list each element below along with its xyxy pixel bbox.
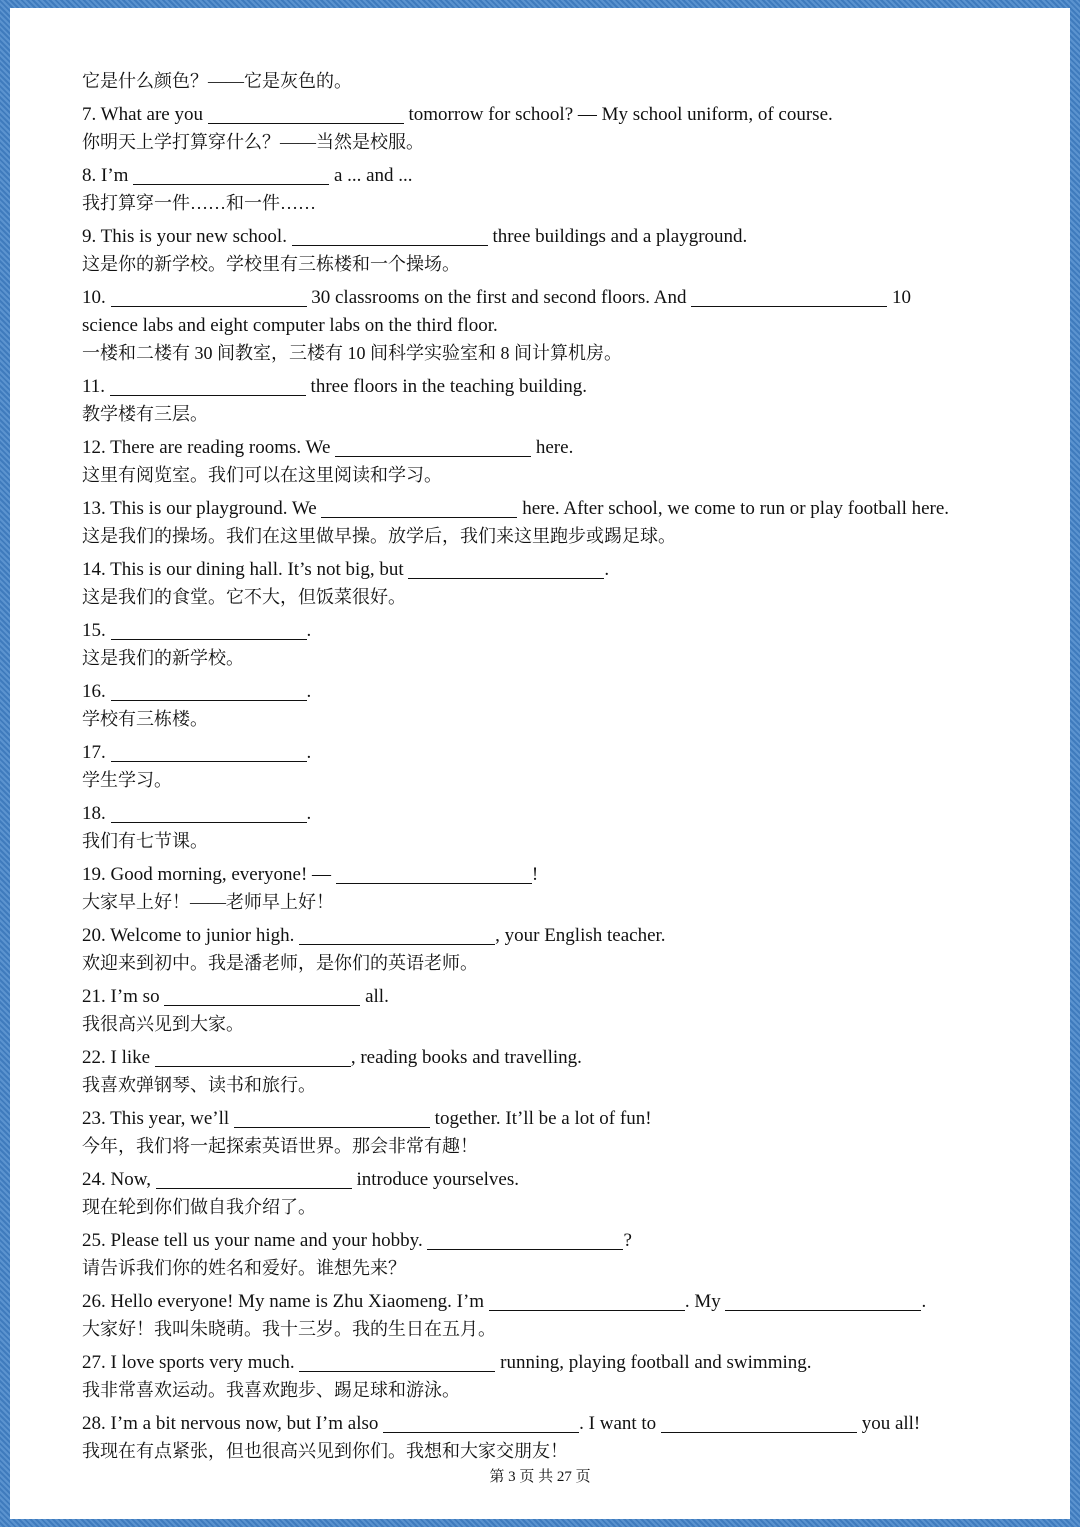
exercise-item bbox=[82, 1288, 1012, 1342]
answer-blank[interactable] bbox=[725, 1290, 921, 1311]
answer-blank[interactable] bbox=[110, 375, 306, 396]
answer-blank[interactable] bbox=[321, 497, 517, 518]
sentence-text: . bbox=[306, 742, 312, 763]
exercise-item bbox=[82, 1044, 1012, 1098]
sentence-text: you all! bbox=[856, 1413, 921, 1434]
sentence-text: ! bbox=[531, 864, 539, 885]
sentence-text: . bbox=[306, 620, 312, 641]
exercise-sentence bbox=[82, 1044, 1012, 1072]
exercise-list bbox=[82, 68, 1012, 1471]
sentence-text: , reading books and travelling. bbox=[350, 1047, 582, 1068]
exercise-sentence bbox=[82, 800, 1012, 828]
sentence-text: 23. This year, we’ll bbox=[82, 1108, 234, 1129]
exercise-item bbox=[82, 617, 1012, 671]
sentence-text: 15. bbox=[82, 620, 111, 641]
exercise-sentence bbox=[82, 495, 1012, 523]
answer-blank[interactable] bbox=[111, 680, 307, 701]
translation-line: 现在轮到你们做自我介绍了。 bbox=[82, 1197, 316, 1217]
translation-line: 这是我们的食堂。它不大，但饭菜很好。 bbox=[82, 587, 406, 607]
sentence-text: together. It’ll be a lot of fun! bbox=[429, 1108, 652, 1129]
exercise-item bbox=[82, 1105, 1012, 1159]
exercise-sentence bbox=[82, 162, 1012, 190]
exercise-item bbox=[82, 162, 1012, 216]
answer-blank[interactable] bbox=[133, 164, 329, 185]
translation-line: 你明天上学打算穿什么？——当然是校服。 bbox=[82, 132, 424, 152]
exercise-sentence bbox=[82, 556, 1012, 584]
translation-line: 一楼和二楼有 30 间教室，三楼有 10 间科学实验室和 8 间计算机房。 bbox=[82, 343, 622, 363]
translation-line: 这是你的新学校。学校里有三栋楼和一个操场。 bbox=[82, 254, 460, 274]
answer-blank[interactable] bbox=[164, 985, 360, 1006]
exercise-item bbox=[82, 678, 1012, 732]
sentence-text: all. bbox=[360, 986, 389, 1007]
sentence-text: 16. bbox=[82, 681, 111, 702]
sentence-text: running, playing football and swimming. bbox=[495, 1352, 812, 1373]
sentence-text: 8. I’m bbox=[82, 165, 134, 186]
sentence-text: . My bbox=[684, 1291, 726, 1312]
exercise-item bbox=[82, 1410, 1012, 1464]
answer-blank[interactable] bbox=[427, 1229, 623, 1250]
sentence-text: here. bbox=[531, 437, 574, 458]
answer-blank[interactable] bbox=[111, 802, 307, 823]
sentence-text: a ... and ... bbox=[329, 165, 413, 186]
answer-blank[interactable] bbox=[489, 1290, 685, 1311]
exercise-sentence bbox=[82, 617, 1012, 645]
exercise-sentence bbox=[82, 861, 1012, 889]
translation-line: 请告诉我们你的姓名和爱好。谁想先来？ bbox=[82, 1258, 406, 1278]
answer-blank[interactable] bbox=[156, 1168, 352, 1189]
exercise-sentence bbox=[82, 1410, 1012, 1438]
exercise-item bbox=[82, 373, 1012, 427]
sentence-text: 24. Now, bbox=[82, 1169, 156, 1190]
answer-blank[interactable] bbox=[299, 924, 495, 945]
answer-blank[interactable] bbox=[292, 225, 488, 246]
translation-line: 欢迎来到初中。我是潘老师，是你们的英语老师。 bbox=[82, 953, 478, 973]
sentence-text: 10. bbox=[82, 287, 111, 308]
sentence-text: . I want to bbox=[579, 1413, 661, 1434]
answer-blank[interactable] bbox=[383, 1412, 579, 1433]
sentence-text: tomorrow for school? — My school uniform, of course. bbox=[403, 104, 833, 125]
exercise-item bbox=[82, 983, 1012, 1037]
translation-line: 我打算穿一件……和一件…… bbox=[82, 193, 316, 213]
translation-line: 我喜欢弹钢琴、读书和旅行。 bbox=[82, 1075, 316, 1095]
answer-blank[interactable] bbox=[299, 1351, 495, 1372]
translation-line: 大家好！我叫朱晓萌。我十三岁。我的生日在五月。 bbox=[82, 1319, 496, 1339]
exercise-sentence bbox=[82, 434, 1012, 462]
page-footer: 第 3 页 共 27 页 bbox=[489, 1469, 591, 1485]
sentence-text: 13. This is our playground. We bbox=[82, 498, 322, 519]
sentence-text: . bbox=[921, 1291, 927, 1312]
answer-blank[interactable] bbox=[111, 619, 307, 640]
exercise-item bbox=[82, 922, 1012, 976]
exercise-item bbox=[82, 800, 1012, 854]
translation-line: 我现在有点紧张，但也很高兴见到你们。我想和大家交朋友！ bbox=[82, 1441, 568, 1461]
translation-line: 学生学习。 bbox=[82, 770, 172, 790]
answer-blank[interactable] bbox=[408, 558, 604, 579]
sentence-text: 19. Good morning, everyone! — bbox=[82, 864, 336, 885]
exercise-item bbox=[82, 861, 1012, 915]
translation-line: 我非常喜欢运动。我喜欢跑步、踢足球和游泳。 bbox=[82, 1380, 460, 1400]
sentence-text: 22. I like bbox=[82, 1047, 155, 1068]
translation-line: 教学楼有三层。 bbox=[82, 404, 208, 424]
answer-blank[interactable] bbox=[691, 286, 887, 307]
sentence-text: 28. I’m a bit nervous now, but I’m also bbox=[82, 1413, 384, 1434]
answer-blank[interactable] bbox=[335, 436, 531, 457]
exercise-sentence bbox=[82, 1227, 1012, 1255]
exercise-sentence bbox=[82, 1288, 1012, 1316]
sentence-text: 9. This is your new school. bbox=[82, 226, 292, 247]
exercise-sentence bbox=[82, 1349, 1012, 1377]
exercise-sentence bbox=[82, 678, 1012, 706]
sentence-text: 17. bbox=[82, 742, 111, 763]
sentence-text: 30 classrooms on the first and second floors. And bbox=[306, 287, 692, 308]
exercise-item bbox=[82, 1227, 1012, 1281]
translation-line: 今年，我们将一起探索英语世界。那会非常有趣！ bbox=[82, 1136, 478, 1156]
sentence-text: 26. Hello everyone! My name is Zhu Xiaomeng. I’m bbox=[82, 1291, 489, 1312]
exercise-item bbox=[82, 1349, 1012, 1403]
sentence-text: ? bbox=[623, 1230, 632, 1251]
sentence-text: here. After school, we come to run or play football here. bbox=[517, 498, 950, 519]
sentence-text: 18. bbox=[82, 803, 111, 824]
sentence-text: 20. Welcome to junior high. bbox=[82, 925, 300, 946]
exercise-item bbox=[82, 495, 1012, 549]
exercise-item bbox=[82, 223, 1012, 277]
exercise-item bbox=[82, 556, 1012, 610]
sentence-text: three buildings and a playground. bbox=[487, 226, 748, 247]
exercise-sentence bbox=[82, 284, 1012, 340]
translation-line: 这是我们的操场。我们在这里做早操。放学后，我们来这里跑步或踢足球。 bbox=[82, 526, 676, 546]
exercise-item bbox=[82, 434, 1012, 488]
answer-blank[interactable] bbox=[208, 103, 404, 124]
sentence-text: 11. bbox=[82, 376, 110, 397]
exercise-sentence bbox=[82, 1105, 1012, 1133]
sentence-text: 21. I’m so bbox=[82, 986, 165, 1007]
translation-line: 我很高兴见到大家。 bbox=[82, 1014, 244, 1034]
sentence-text: , your English teacher. bbox=[495, 925, 666, 946]
translation-line: 大家早上好！——老师早上好！ bbox=[82, 892, 334, 912]
exercise-sentence bbox=[82, 373, 1012, 401]
sentence-text: . bbox=[306, 681, 312, 702]
exercise-sentence bbox=[82, 101, 1012, 129]
sentence-text: 7. What are you bbox=[82, 104, 208, 125]
document-page bbox=[10, 8, 1070, 1519]
translation-line: 这里有阅览室。我们可以在这里阅读和学习。 bbox=[82, 465, 442, 485]
translation-line: 学校有三栋楼。 bbox=[82, 709, 208, 729]
exercise-sentence bbox=[82, 983, 1012, 1011]
answer-blank[interactable] bbox=[661, 1412, 857, 1433]
exercise-sentence bbox=[82, 922, 1012, 950]
exercise-item bbox=[82, 739, 1012, 793]
translation-line: 我们有七节课。 bbox=[82, 831, 208, 851]
sentence-text: introduce yourselves. bbox=[351, 1169, 519, 1190]
translation-line: 这是我们的新学校。 bbox=[82, 648, 244, 668]
translation-line: 它是什么颜色？——它是灰色的。 bbox=[82, 71, 352, 91]
exercise-sentence bbox=[82, 1166, 1012, 1194]
sentence-text: 14. This is our dining hall. It’s not big, but bbox=[82, 559, 409, 580]
exercise-sentence bbox=[82, 739, 1012, 767]
answer-blank[interactable] bbox=[336, 863, 532, 884]
answer-blank[interactable] bbox=[155, 1046, 351, 1067]
sentence-text: . bbox=[604, 559, 610, 580]
sentence-text: 25. Please tell us your name and your hobby. bbox=[82, 1230, 428, 1251]
exercise-item bbox=[82, 284, 1012, 366]
exercise-item bbox=[82, 101, 1012, 155]
sentence-text: 27. I love sports very much. bbox=[82, 1352, 300, 1373]
answer-blank[interactable] bbox=[111, 741, 307, 762]
answer-blank[interactable] bbox=[111, 286, 307, 307]
sentence-text: 12. There are reading rooms. We bbox=[82, 437, 336, 458]
sentence-text: three floors in the teaching building. bbox=[305, 376, 588, 397]
answer-blank[interactable] bbox=[234, 1107, 430, 1128]
sentence-text: . bbox=[306, 803, 312, 824]
exercise-sentence bbox=[82, 223, 1012, 251]
exercise-item bbox=[82, 1166, 1012, 1220]
sentence-text: 10 science labs and eight computer labs on the third floor. bbox=[82, 287, 911, 336]
